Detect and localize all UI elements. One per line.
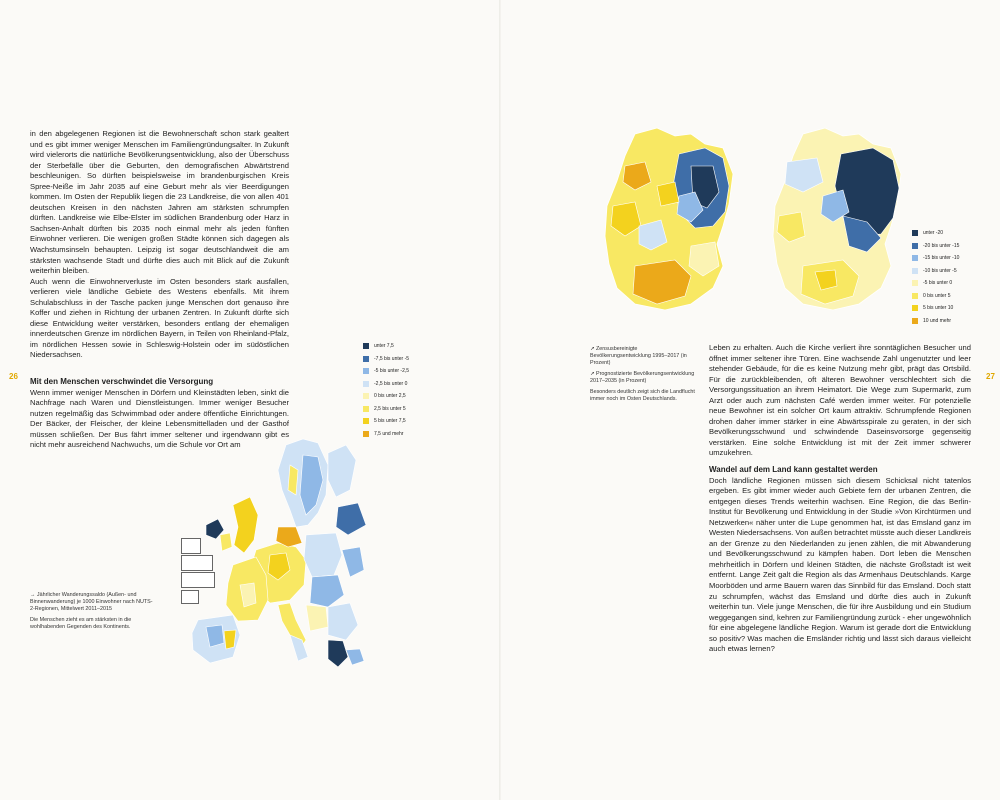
swatch-icon bbox=[363, 406, 369, 412]
swatch-icon bbox=[912, 280, 918, 286]
legend-row: 7,5 und mehr bbox=[363, 428, 409, 441]
legend-row: 10 und mehr bbox=[912, 315, 959, 328]
swatch-icon bbox=[363, 381, 369, 387]
germany-map-legend bbox=[912, 227, 959, 327]
paragraph: Auch wenn die Einwohnerverluste im Osten besonders stark ausfallen, verlieren viele ländliche Gebiete des Westens ebenfalls. Mit ihrem Schulabschluss in der Tasche packen junge Menschen dort genauso ihre Koffer und ziehen in Richtung der urbanen Zentren. In Zukunft dürfte sich diese Entwicklung weiter verstärken, besonders entlang der ehemaligen innerdeutschen Grenze im nördlichen Bayern, in Teilen von Rheinland-Pfalz, im nördlichen Hessen sowie in Schleswig-Holstein oder im südöstlichen Niedersachsen. bbox=[30, 276, 289, 360]
left-column-top bbox=[30, 129, 289, 361]
legend-row: -5 bis unter -2,5 bbox=[363, 365, 409, 378]
swatch-icon bbox=[912, 230, 918, 236]
swatch-icon bbox=[363, 356, 369, 362]
legend-row: unter 7,5 bbox=[363, 340, 409, 353]
paragraph: Leben zu erhalten. Auch die Kirche verliert ihre sonntäglichen Besucher und öffnet immer seltener ihre Türen. Eine wachsende Zahl ungenutzter und leer stehender Gebäude, für die es keine Nutzung mehr gibt, prägt das Ortsbild. Für die zurückbleibenden, oft älteren Bewohner verschlechtert sich die Versorgungssituation an ihrem Heimatort. Die Wege zum Supermarkt, zum Arzt oder auch zum nächsten Café werden immer weiter. Für potenzielle neue Bewohner ist ein solcher Ort kaum attraktiv. Schrumpfende Regionen drohen daher immer stärker in eine Abwärtsspirale zu geraten, in der sich Bevölkerungsschwund und schwindende Daseinsvorsorge gegenseitig verstärken. Eine solche Entwicklung ist mit der Zeit immer schwerer umzukehren. bbox=[709, 343, 971, 458]
swatch-icon bbox=[912, 268, 918, 274]
map-inset bbox=[181, 538, 201, 554]
legend-row: 0 bis unter 5 bbox=[912, 290, 959, 303]
legend-row: -15 bis unter -10 bbox=[912, 252, 959, 265]
section-heading: Wandel auf dem Land kann gestaltet werden bbox=[709, 465, 878, 475]
map-inset bbox=[181, 555, 213, 571]
legend-row: -20 bis unter -15 bbox=[912, 240, 959, 253]
right-page bbox=[500, 0, 1000, 800]
legend-row: 0 bis unter 2,5 bbox=[363, 390, 409, 403]
swatch-icon bbox=[363, 393, 369, 399]
swatch-icon bbox=[363, 343, 369, 349]
germany-map-caption: ↗ Zensusbereinigte Bevölkerungsentwicklung 1995–2017 (in Prozent) ↗ Prognostizierte Bevölkerungsentwicklung 2017–2035 (in Prozent) Besonders deutlich zeigt sich die Landflucht immer noch im Osten Deutschlands. bbox=[590, 346, 695, 402]
europe-map-caption: → Jährlicher Wanderungssaldo (Außen- und Binnenwanderung) je 1000 Einwohner nach NUTS-2-Regionen, Mittelwert 2011–2015 Die Menschen zieht es am stärksten in die wohlhabenden Gegenden des Kontinents. bbox=[30, 592, 153, 630]
swatch-icon bbox=[912, 293, 918, 299]
paragraph: Wenn immer weniger Menschen in Dörfern und Kleinstädten leben, sinkt die Nachfrage nach Waren und Dienstleistungen. Immer weniger Besucher nutzen regelmäßig das Schwimmbad oder andere öffentliche Einrichtungen. Der Bäcker, der Fleischer, der kleine Lebensmittelladen und der Gasthof müssen schließen. Der Bus fährt immer seltener und irgendwann gibt es nicht mehr ausreichend Nachwuchs, um die Schule vor Ort am bbox=[30, 387, 289, 450]
legend-row: -2,5 bis unter 0 bbox=[363, 378, 409, 391]
legend-row: -7,5 bis unter -5 bbox=[363, 353, 409, 366]
europe-map bbox=[178, 435, 378, 670]
page-number: 27 bbox=[986, 372, 995, 381]
legend-row: -10 bis unter -5 bbox=[912, 265, 959, 278]
right-column bbox=[709, 343, 971, 655]
swatch-icon bbox=[363, 368, 369, 374]
swatch-icon bbox=[912, 318, 918, 324]
legend-row: unter -20 bbox=[912, 227, 959, 240]
swatch-icon bbox=[912, 243, 918, 249]
map-inset bbox=[181, 572, 215, 588]
legend-row: 2,5 bis unter 5 bbox=[363, 403, 409, 416]
legend-row: -5 bis unter 0 bbox=[912, 277, 959, 290]
page-number: 26 bbox=[9, 372, 18, 381]
swatch-icon bbox=[363, 418, 369, 424]
legend-row: 5 bis unter 10 bbox=[912, 302, 959, 315]
swatch-icon bbox=[912, 255, 918, 261]
map-inset bbox=[181, 590, 199, 604]
germany-map-2017-2035 bbox=[763, 126, 908, 316]
germany-map-1995-2017 bbox=[595, 126, 740, 316]
europe-map-legend bbox=[363, 340, 409, 440]
paragraph: Doch ländliche Regionen müssen sich diesem Schicksal nicht tatenlos ergeben. Es gibt immer wieder auch Gebiete fern der urbanen Zentren, die entgegen dieses Trends weiterhin wachsen. Eine Region, die das Berlin-Institut für Bevölkerung und Entwicklung in der Studie »Von Kirchtürmen und Netzwerken« näher unter die Lupe genommen hat, ist das Emsland ganz im Westen Niedersachsens. Von außen betrachtet müsste auch dieser Landkreis an der Grenze zu den Niederlanden zu jenen zählen, die mit Abwanderung und Bevölkerungsschwund zu kämpfen haben. Dort leben die Menschen mehrheitlich in Dörfern und kleinen Städten, die nächste Großstadt ist weit entfernt. Lange Zeit galt die Region als das Armenhaus Deutschlands. Karge Moorböden und arme Bauern waren das Sinnbild für das Emsland. Doch statt zu schrumpfen, wächst das Emsland und dürfte dies auch in Zukunft weiterhin tun. Viele junge Menschen, die für ihre Ausbildung und ein Studium weggegangen sind, kehren zur Familiengründung zurück - eher ungewöhnlich für eine abgelegene ländliche Region. Warum ist gerade dort die Entwicklung so positiv? Was machen die Emsländer richtig und lässt sich daraus vielleicht auch etwas lernen? bbox=[709, 475, 971, 654]
swatch-icon bbox=[912, 305, 918, 311]
legend-row: 5 bis unter 7,5 bbox=[363, 415, 409, 428]
paragraph: in den abgelegenen Regionen ist die Bewohnerschaft schon stark gealtert und es gibt immer weniger Menschen im Familiengründungsalter. In Zukunft wird vielerorts die natürliche Bevölkerungsentwicklung, also der Überschuss der Sterbefälle über die Geburten, den demografischen Abwärtstrend beschleunigen. So dürften beispielsweise im brandenburgischen Kreis Spree-Neiße im Jahr 2035 auf eine Geburt mehr als vier Beerdigungen kommen. Im Osten der Republik liegen die 23 Landkreise, die von allen 401 deutschen Kreisen in den nächsten Jahren am stärksten schrumpfen dürften. Landkreise wie Elbe-Elster im südlichen Brandenburg oder Harz in Sachsen-Anhalt dürften bis 2035 noch einmal mehr als jeden fünften Einwohner verlieren. Die wenigen großen Städte können sich dagegen als Wachstumsinseln behaupten. Leipzig ist sogar deutschlandweit die am stärksten wachsende Stadt und dürfte dies auch mit Blick auf die Zukunft weiterhin bleiben. bbox=[30, 129, 289, 276]
section-heading: Mit den Menschen verschwindet die Versorgung bbox=[30, 377, 214, 386]
